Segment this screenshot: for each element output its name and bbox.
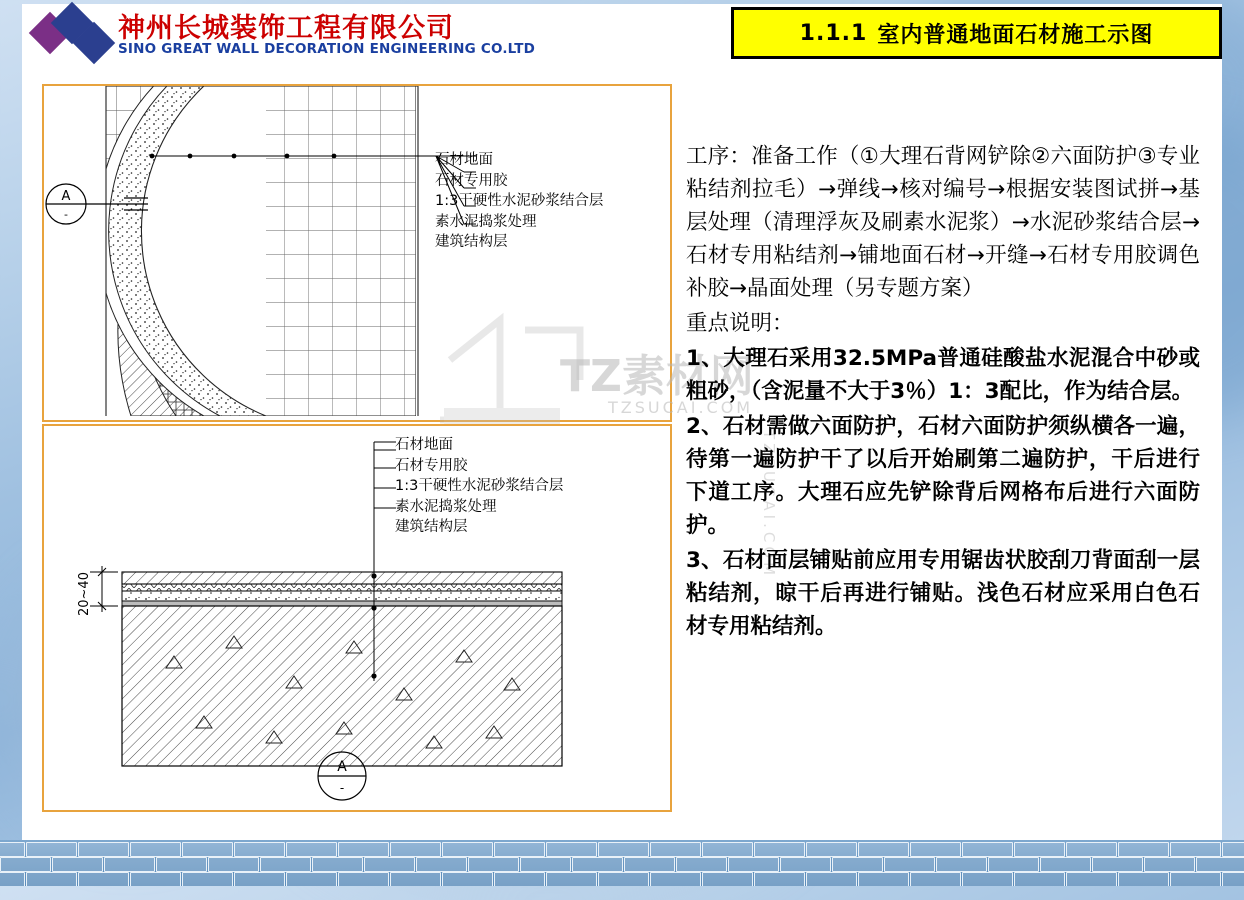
brick [1170, 872, 1221, 886]
brick [390, 842, 441, 857]
top-label-4: 素水泥捣浆处理 [435, 213, 537, 230]
brick [442, 872, 493, 886]
brick [702, 872, 753, 886]
brick [910, 842, 961, 857]
brick [728, 857, 779, 872]
brick [1118, 872, 1169, 886]
svg-text:A: A [61, 189, 71, 204]
svg-text:-: - [339, 781, 345, 795]
notes-column [686, 140, 1200, 645]
brick [858, 872, 909, 886]
brick [130, 842, 181, 857]
brick [0, 872, 25, 886]
watermark-domain: TZSUCAI.COM [608, 398, 754, 417]
key-notes-title: 重点说明： [686, 311, 794, 336]
brick [208, 857, 259, 872]
key-note-3: 3、石材面层铺贴前应用专用锯齿状胶刮刀背面刮一层粘结剂，晾干后再进行铺贴。浅色石材应采用白色石材专用粘结剂。 [686, 548, 1200, 639]
brick [884, 857, 935, 872]
top-label-3: 1:3干硬性水泥砂浆结合层 [435, 193, 604, 209]
brick [416, 857, 467, 872]
brick [936, 857, 987, 872]
brick [78, 872, 129, 886]
brick [0, 842, 25, 857]
svg-text:-: - [64, 208, 68, 221]
brick [780, 857, 831, 872]
brick [702, 842, 753, 857]
top-label-1: 石材地面 [435, 152, 493, 168]
brick [676, 857, 727, 872]
watermark-domain-vertical: TZSUCAI.COM [760, 430, 778, 580]
brick [286, 842, 337, 857]
watermark-brand: TZ素材网 [560, 351, 754, 402]
bottom-label-2: 石材专用胶 [395, 457, 468, 474]
brick [1014, 872, 1065, 886]
brick [962, 842, 1013, 857]
brick [0, 857, 51, 872]
top-label-5: 建筑结构层 [435, 234, 508, 250]
brick [52, 857, 103, 872]
brick [494, 842, 545, 857]
brick [624, 857, 675, 872]
brick [234, 872, 285, 886]
brick [598, 842, 649, 857]
brick [130, 872, 181, 886]
brick [494, 872, 545, 886]
brick [1170, 842, 1221, 857]
brick [1144, 857, 1195, 872]
brick [806, 872, 857, 886]
company-logo [35, 6, 127, 58]
brick [546, 842, 597, 857]
brick [338, 842, 389, 857]
page-title: 室内普通地面石材施工示图 [877, 22, 1154, 48]
brick [1092, 857, 1143, 872]
key-note-1: 1、大理石采用32.5MPa普通硅酸盐水泥混合中砂或粗砂，（含泥量不大于3％）1：3配比，作为结合层。 [686, 346, 1200, 404]
company-name-en: SINO GREAT WALL DECORATION ENGINEERING CO.LTD [118, 41, 536, 57]
drawing-bottom-frame [42, 424, 672, 812]
brick [468, 857, 519, 872]
brick [1222, 842, 1244, 857]
brick [1196, 857, 1244, 872]
brick [286, 872, 337, 886]
bottom-brick-band [0, 840, 1244, 886]
bottom-label-4: 素水泥捣浆处理 [395, 498, 497, 515]
bottom-label-1: 石材地面 [395, 437, 453, 453]
company-name-cn: 神州长城装饰工程有限公司 [118, 13, 454, 44]
bottom-label-3: 1:3干硬性水泥砂浆结合层 [395, 478, 564, 494]
brick [988, 857, 1039, 872]
brick [754, 872, 805, 886]
brick [1118, 842, 1169, 857]
brick [104, 857, 155, 872]
brick [858, 842, 909, 857]
brick [520, 857, 571, 872]
brick [182, 842, 233, 857]
brick [260, 857, 311, 872]
brick [78, 842, 129, 857]
bottom-label-5: 建筑结构层 [395, 519, 468, 535]
brick [182, 872, 233, 886]
brick [156, 857, 207, 872]
process-note: 工序：准备工作（①大理石背网铲除②六面防护③专业粘结剂拉毛）→弹线→核对编号→根据安装图试拼→基层处理（清理浮灰及刷素水泥浆）→水泥砂浆结合层→石材专用粘结剂→铺地面石材→开缝→石材专用胶调色补胶→晶面处理（另专题方案） [686, 144, 1200, 301]
brick [26, 842, 77, 857]
slide-title-box [731, 7, 1222, 59]
brick [832, 857, 883, 872]
brick [1222, 872, 1244, 886]
top-label-2: 石材专用胶 [435, 172, 508, 189]
brick [546, 872, 597, 886]
brick [910, 872, 961, 886]
brick [754, 842, 805, 857]
key-note-2: 2、石材需做六面防护，石材六面防护须纵横各一遍，待第一遍防护干了以后开始刷第二遍防护，干后进行下道工序。大理石应先铲除背后网格布后进行六面防护。 [686, 414, 1200, 538]
brick [1014, 842, 1065, 857]
brick [234, 842, 285, 857]
brick [572, 857, 623, 872]
brick [1040, 857, 1091, 872]
brick [390, 872, 441, 886]
brick [598, 872, 649, 886]
brick [962, 872, 1013, 886]
brick [650, 842, 701, 857]
brick [364, 857, 415, 872]
brick [1066, 872, 1117, 886]
brick [806, 842, 857, 857]
brick [1066, 842, 1117, 857]
bottom-dimension-text: 20~40 [77, 572, 92, 616]
brick [312, 857, 363, 872]
brick [442, 842, 493, 857]
brick [338, 872, 389, 886]
slide-title-number: 1.1.1 [799, 20, 868, 46]
brick [26, 872, 77, 886]
svg-text:A: A [337, 759, 347, 775]
brick [650, 872, 701, 886]
